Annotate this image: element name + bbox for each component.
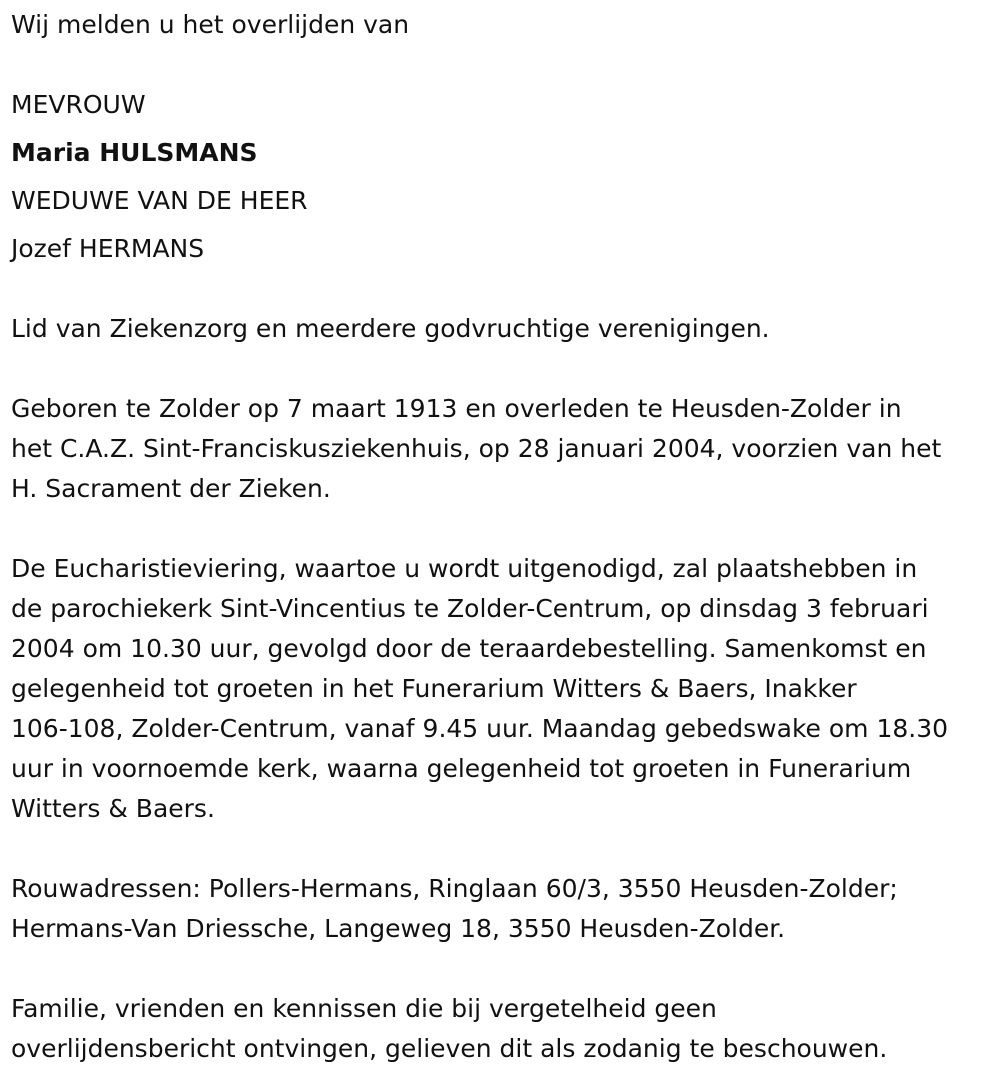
paragraph-line: 106-108, Zolder-Centrum, vanaf 9.45 uur. Maandag gebedswake om 18.30 [11,714,949,743]
paragraph-line: gelegenheid tot groeten in het Funerarium Witters & Baers, Inakker [11,674,857,703]
paragraph-line: Hermans-Van Driessche, Langeweg 18, 3550 Heusden-Zolder. [11,914,786,943]
paragraph-line: Witters & Baers. [11,794,215,823]
paragraph-line: H. Sacrament der Zieken. [11,474,331,503]
paragraph-line: de parochiekerk Sint-Vincentius te Zolder-Centrum, op dinsdag 3 februari [11,594,929,623]
addresses-paragraph [11,869,996,949]
paragraph-line: uur in voornoemde kerk, waarna gelegenheid tot groeten in Funerarium [11,754,912,783]
widow-of-line: WEDUWE VAN DE HEER [11,186,308,215]
paragraph-line: het C.A.Z. Sint-Franciskusziekenhuis, op 28 januari 2004, voorzien van het [11,434,942,463]
paragraph-line: De Eucharistieviering, waartoe u wordt uitgenodigd, zal plaatshebben in [11,554,918,583]
paragraph-line: Rouwadressen: Pollers-Hermans, Ringlaan 60/3, 3550 Heusden-Zolder; [11,874,898,903]
ceremony-paragraph [11,549,996,829]
membership-line: Lid van Ziekenzorg en meerdere godvruchtige verenigingen. [11,314,770,343]
spouse-name: Jozef HERMANS [11,234,205,263]
title-prefix: MEVROUW [11,90,146,119]
paragraph-line: 2004 om 10.30 uur, gevolgd door de teraardebestelling. Samenkomst en [11,634,927,663]
birth-death-paragraph [11,389,996,509]
paragraph-line: Geboren te Zolder op 7 maart 1913 en overleden te Heusden-Zolder in [11,394,902,423]
closing-paragraph [11,989,996,1069]
intro-line: Wij melden u het overlijden van [11,10,410,39]
paragraph-line: Familie, vrienden en kennissen die bij vergetelheid geen [11,994,717,1023]
paragraph-line: overlijdensbericht ontvingen, gelieven dit als zodanig te beschouwen. [11,1034,888,1063]
deceased-name: Maria HULSMANS [11,138,258,167]
